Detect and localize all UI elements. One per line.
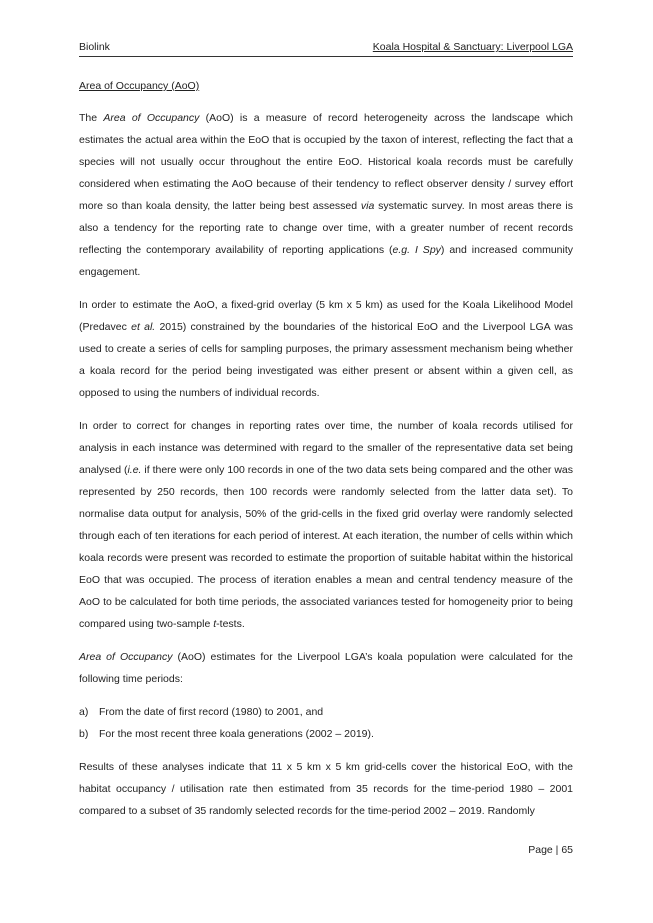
page-header — [79, 40, 573, 57]
page-number: Page | 65 — [528, 844, 573, 856]
header-right: Koala Hospital & Sanctuary: Liverpool LGA — [372, 41, 573, 53]
list-text: From the date of first record (1980) to 2001, and — [99, 706, 324, 718]
p1-text-a: The — [79, 112, 104, 124]
p1-italic-example: e.g. I Spy — [392, 244, 441, 256]
p1-italic-via: via — [360, 200, 375, 212]
p3-text-a: In order to correct for changes in reporting rates over time, the number of koala records utilised for analysis in each instance was determined with regard to the smaller of the representative data set being analysed ( — [79, 420, 573, 476]
p1-text-g: ) and increased community engagement. — [79, 244, 574, 278]
paragraph-2 — [79, 294, 573, 404]
p1-text-e: systematic survey. In most areas there is also a tendency for the reporting rate to change over time, with a greater number of recent records reflecting the contemporary availability of reporting applications ( — [79, 200, 573, 256]
paragraph-1 — [79, 107, 573, 283]
p1-text-c: (AoO) is a measure of record heterogeneity across the landscape which estimates the actual area within the EoO that is occupied by the taxon of interest, reflecting the fact that a species will not usually occur throughout the entire EoO. Historical koala records must be carefully considered when estimating the AoO because of their tendency to reflect observer density / survey effort more so than koala density, the latter being best assessed — [79, 112, 573, 212]
list-marker: b) — [79, 728, 89, 740]
p1-italic-term: Area of Occupancy — [103, 112, 200, 124]
section-heading: Area of Occupancy (AoO) — [79, 80, 200, 92]
p3-italic-t: t — [213, 618, 217, 630]
time-period-list — [79, 701, 573, 745]
paragraph-4 — [79, 646, 573, 690]
p3-text-e: -tests. — [216, 618, 245, 630]
header-left: Biolink — [79, 41, 110, 53]
paragraph-5: Results of these analyses indicate that 11 x 5 km x 5 km grid-cells cover the historical EoO, with the habitat occupancy / utilisation rate then estimated from 35 records for the time-period 1980 – 2001 compared to a subset of 35 randomly selected records for the time-period 2002 – 2019. Randomly — [79, 761, 573, 817]
p4-italic-term: Area of Occupancy — [79, 651, 173, 663]
p2-text-a: In order to estimate the AoO, a fixed-grid overlay (5 km x 5 km) as used for the Koala Likelihood Model (Predavec — [79, 299, 573, 333]
p2-italic-etal: et al. — [131, 321, 156, 333]
list-item — [79, 701, 573, 723]
p3-text-c: if there were only 100 records in one of the two data sets being compared and the other was represented by 250 records, then 100 records were randomly selected from the latter data set). To normalise data output for analysis, 50% of the grid-cells in the fixed grid overlay were randomly selected through each of ten iterations for each period of interest. At each iteration, the number of cells within which koala records were present was recorded to estimate the proportion of suitable habitat within the historical EoO that was occupied. The process of iteration enables a mean and central tendency measure of the AoO to be calculated for both time periods, the associated variances tested for homogeneity prior to being compared using two-sample — [79, 464, 574, 630]
p3-italic-ie: i.e. — [127, 464, 142, 476]
list-text: For the most recent three koala generations (2002 – 2019). — [99, 728, 374, 740]
list-marker: a) — [79, 706, 89, 718]
paragraph-3 — [79, 415, 573, 635]
list-item — [79, 723, 573, 745]
page-content — [79, 75, 573, 833]
p4-text-b: (AoO) estimates for the Liverpool LGA’s koala population were calculated for the following time periods: — [79, 651, 574, 685]
p2-text-c: 2015) constrained by the boundaries of the historical EoO and the Liverpool LGA was used to create a series of cells for sampling purposes, the primary assessment mechanism being whether a koala record for the period being investigated was either present or absent within a given cell, as opposed to using the numbers of individual records. — [79, 321, 574, 399]
